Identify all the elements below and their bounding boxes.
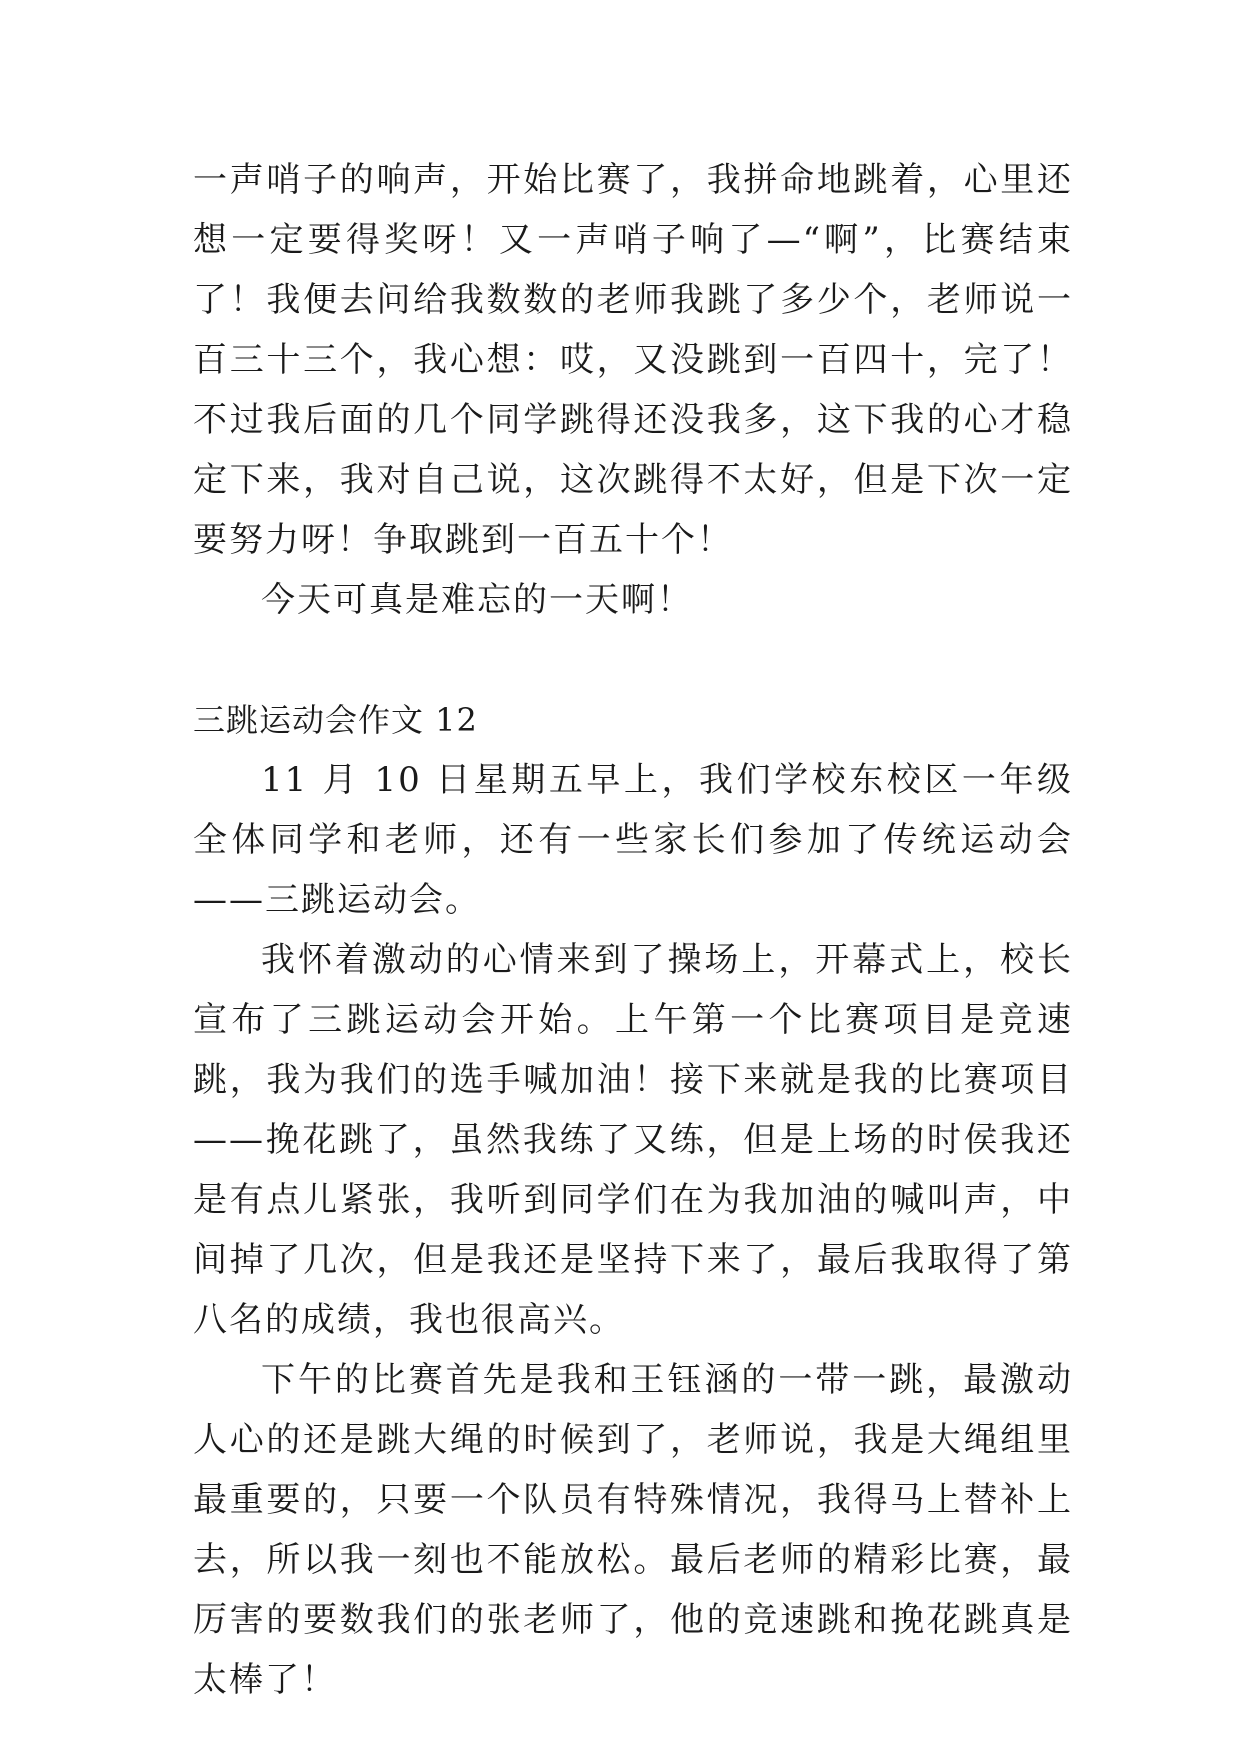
paragraph-morning-events: 我怀着激动的心情来到了操场上，开幕式上，校长宣布了三跳运动会开始。上午第一个比赛项目是竞速跳，我为我们的选手喊加油！接下来就是我的比赛项目——挽花跳了，虽然我练了又练，但是上场的时侯我还是有点儿紧张，我听到同学们在为我加油的喊叫声，中间掉了几次，但是我还是坚持下来了，最后我取得了第八名的成绩，我也很高兴。 (193, 940, 1073, 1340)
section-spacer (193, 630, 1073, 690)
paragraph-race-ending: 一声哨子的响声，开始比赛了，我拼命地跳着，心里还想一定要得奖呀！又一声哨子响了—“啊”，比赛结束了！我便去问给我数数的老师我跳了多少个，老师说一百三十三个，我心想：哎，又没跳到一百四十，完了！不过我后面的几个同学跳得还没我多，这下我的心才稳定下来，我对自己说，这次跳得不太好，但是下次一定要努力呀！争取跳到一百五十个！ (193, 160, 1073, 560)
paragraph-afternoon-events: 下午的比赛首先是我和王钰涵的一带一跳，最激动人心的还是跳大绳的时候到了，老师说，我是大绳组里最重要的，只要一个队员有特殊情况，我得马上替补上去，所以我一刻也不能放松。最后老师的精彩比赛，最厉害的要数我们的张老师了，他的竞速跳和挽花跳真是太棒了！ (193, 1360, 1073, 1700)
paragraph-intro: 11 月 10 日星期五早上，我们学校东校区一年级全体同学和老师，还有一些家长们参加了传统运动会——三跳运动会。 (193, 760, 1073, 920)
paragraph-memorable-day: 今天可真是难忘的一天啊！ (261, 580, 693, 620)
document-body (193, 150, 1073, 1710)
essay-title: 三跳运动会作文 12 (193, 701, 478, 739)
